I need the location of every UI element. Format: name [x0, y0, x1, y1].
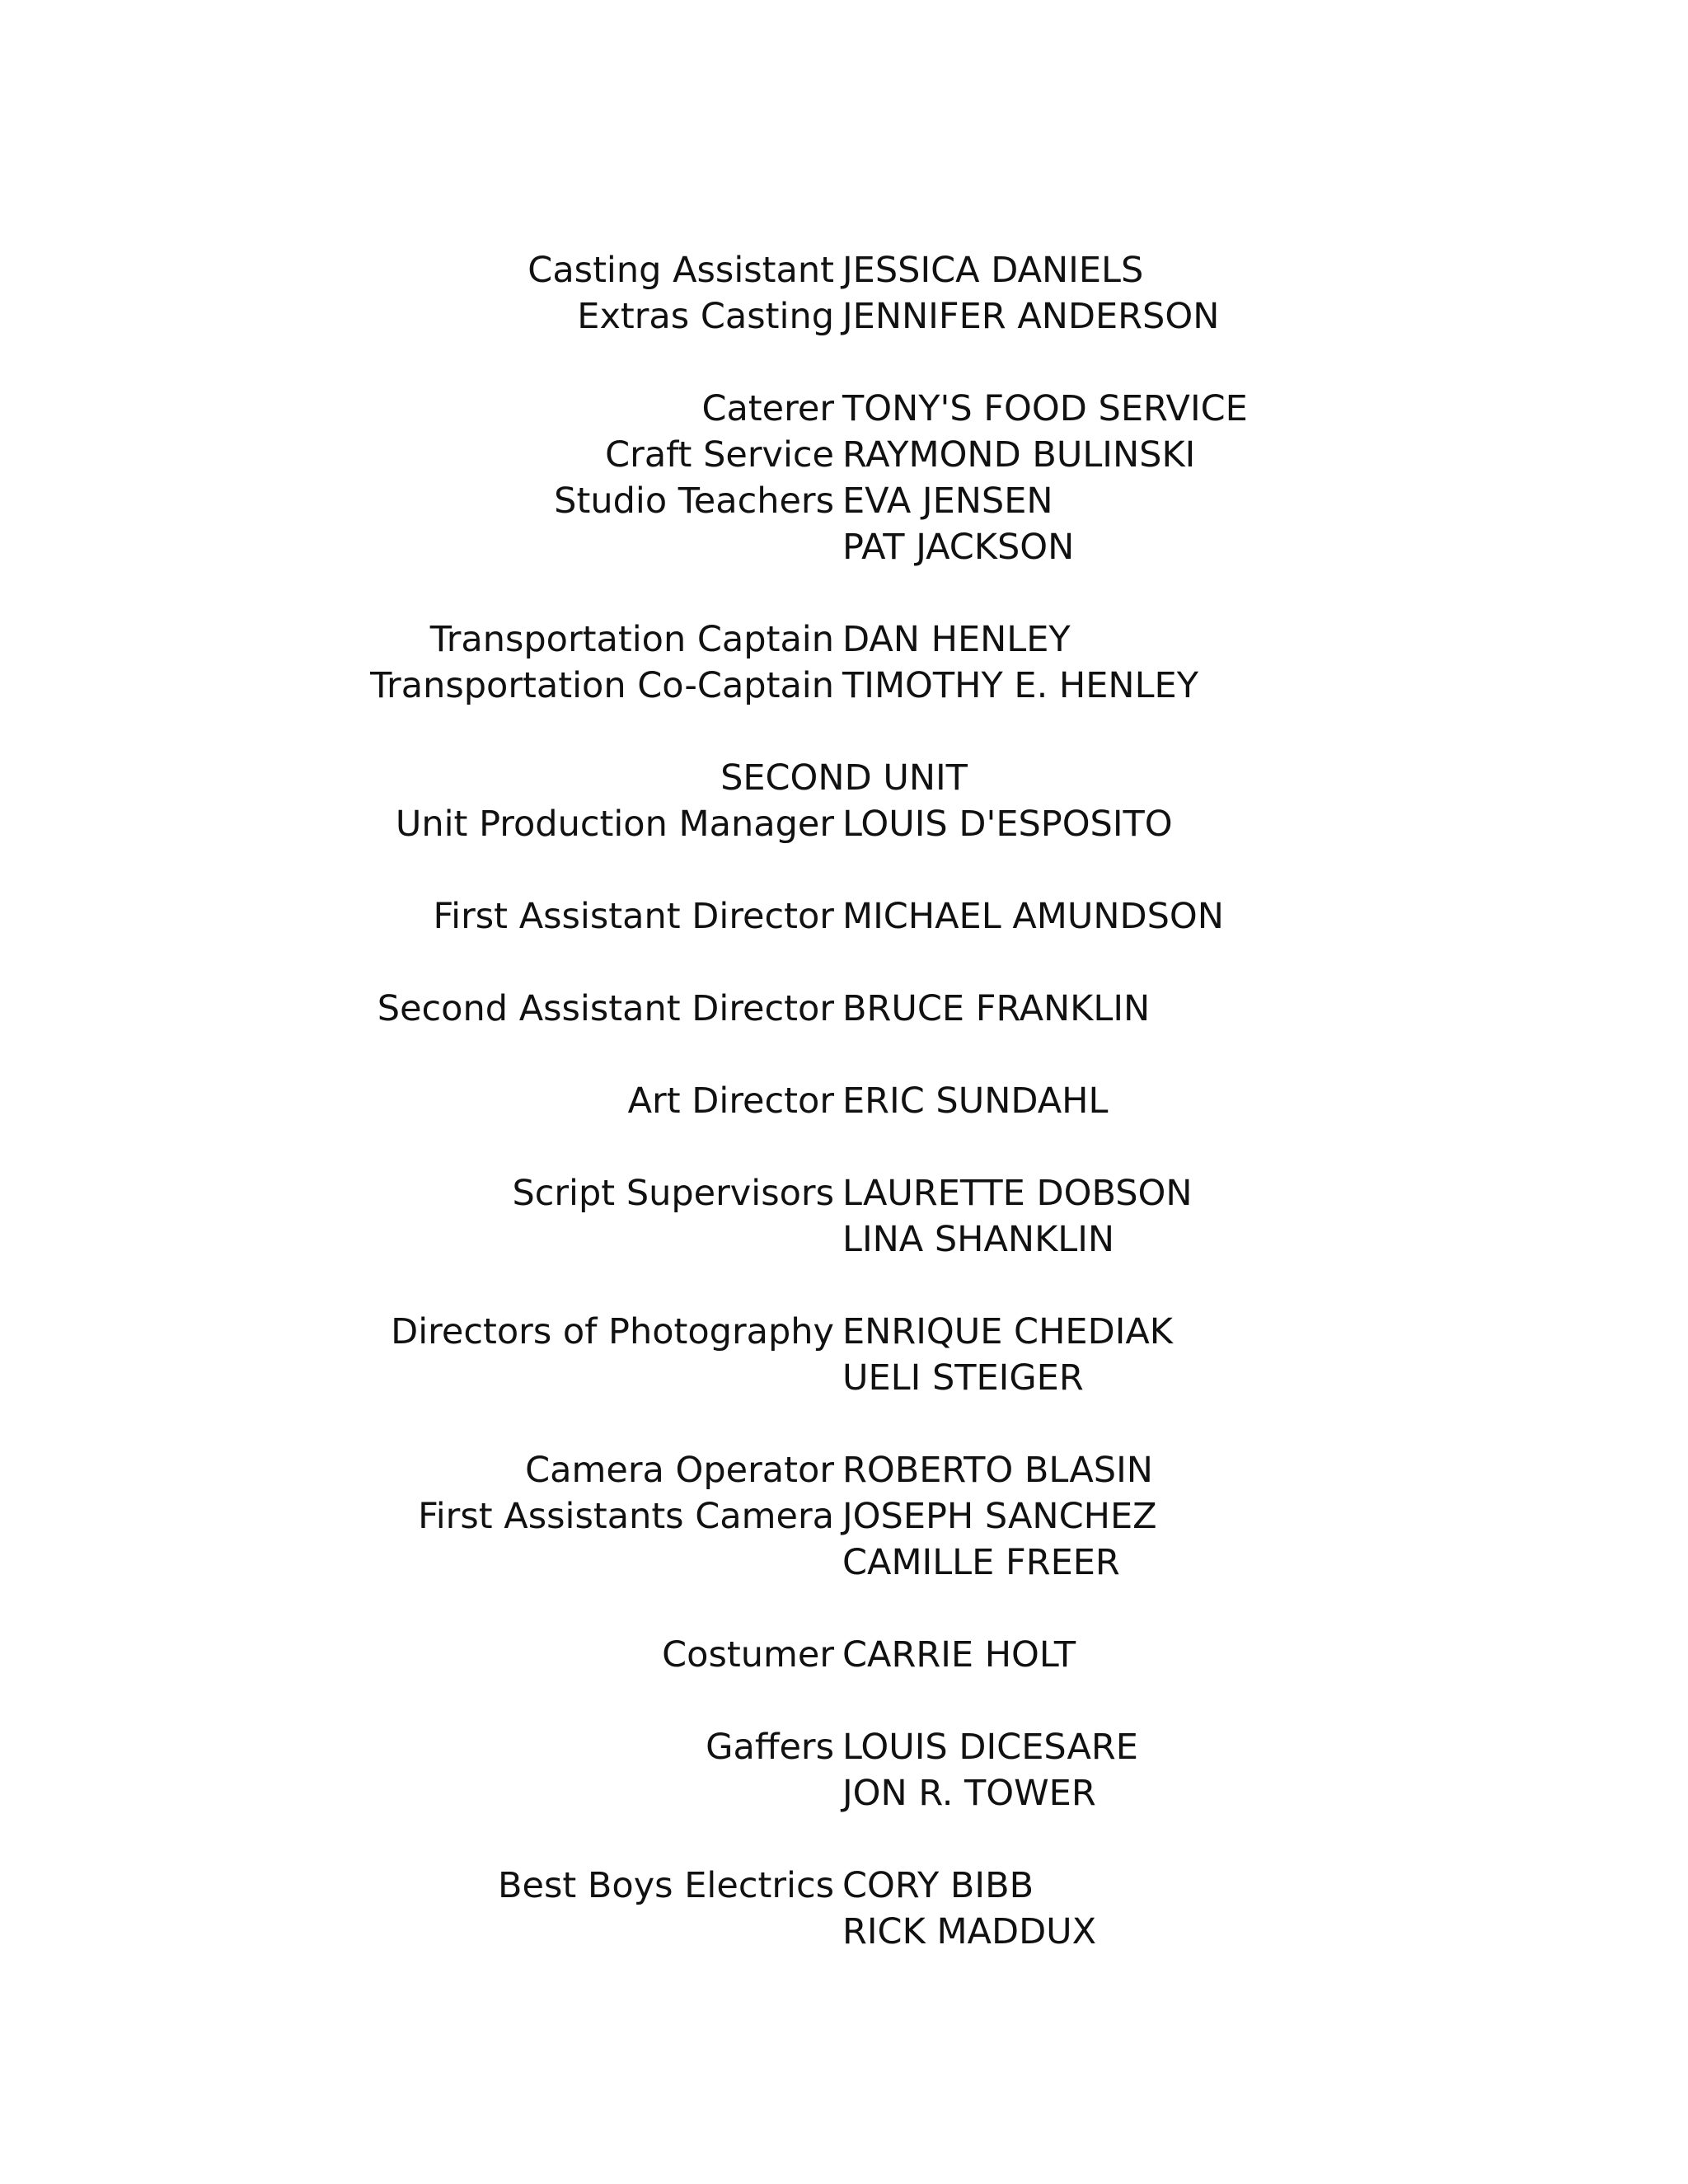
spacer — [0, 1816, 1688, 1863]
credit-row — [0, 386, 1688, 432]
credit-row — [0, 1909, 1688, 1955]
credit-name: RICK MADDUX — [842, 1911, 1097, 1952]
credit-name: MICHAEL AMUNDSON — [842, 896, 1224, 937]
spacer — [0, 1586, 1688, 1632]
credit-role: Transportation Captain — [429, 619, 834, 660]
credit-role: Unit Production Manager — [395, 804, 834, 845]
credit-row — [0, 478, 1688, 524]
credit-role: Craft Service — [605, 434, 834, 476]
spacer — [0, 1263, 1688, 1309]
credit-name: RAYMOND BULINSKI — [842, 434, 1196, 476]
credit-row — [0, 801, 1688, 847]
credit-role: First Assistant Director — [433, 896, 834, 937]
credit-name: CAMILLE FREER — [842, 1542, 1120, 1583]
credit-row — [0, 1540, 1688, 1586]
credit-role: Script Supervisors — [512, 1173, 834, 1214]
credit-role: Casting Assistant — [528, 250, 834, 291]
spacer — [0, 1032, 1688, 1078]
credit-row — [0, 1355, 1688, 1401]
credit-role: Studio Teachers — [554, 480, 834, 522]
credit-name: JENNIFER ANDERSON — [842, 296, 1220, 337]
credit-row — [0, 524, 1688, 570]
credit-row — [0, 1447, 1688, 1493]
credits-list — [0, 247, 1688, 1955]
credit-name: JOSEPH SANCHEZ — [842, 1496, 1157, 1537]
section-heading: SECOND UNIT — [720, 757, 968, 799]
credit-name: PAT JACKSON — [842, 527, 1075, 568]
credit-row — [0, 1770, 1688, 1816]
credit-row — [0, 1724, 1688, 1770]
credit-name: JESSICA DANIELS — [842, 250, 1144, 291]
credit-name: DAN HENLEY — [842, 619, 1071, 660]
credit-row — [0, 1170, 1688, 1216]
credit-name: TONY'S FOOD SERVICE — [842, 388, 1248, 429]
credit-role: Second Assistant Director — [377, 988, 834, 1029]
spacer — [0, 1401, 1688, 1447]
credit-name: LINA SHANKLIN — [842, 1219, 1115, 1260]
credit-name: CARRIE HOLT — [842, 1634, 1076, 1675]
credit-name: ENRIQUE CHEDIAK — [842, 1311, 1173, 1352]
section-heading-row — [0, 755, 1688, 801]
credit-name: ROBERTO BLASIN — [842, 1450, 1153, 1491]
credit-name: TIMOTHY E. HENLEY — [842, 665, 1198, 706]
spacer — [0, 570, 1688, 616]
spacer — [0, 1124, 1688, 1170]
credit-role: Camera Operator — [525, 1450, 834, 1491]
credit-row — [0, 432, 1688, 478]
credit-name: LOUIS DICESARE — [842, 1727, 1138, 1768]
credit-role: Art Director — [627, 1080, 834, 1122]
credit-row — [0, 1078, 1688, 1124]
credit-name: JON R. TOWER — [842, 1773, 1096, 1814]
credit-row — [0, 1309, 1688, 1355]
credit-name: LAURETTE DOBSON — [842, 1173, 1193, 1214]
credit-row — [0, 893, 1688, 940]
credit-role: Caterer — [701, 388, 834, 429]
credit-role: Transportation Co-Captain — [370, 665, 834, 706]
credit-row — [0, 247, 1688, 293]
credit-role: Directors of Photography — [391, 1311, 834, 1352]
credit-name: UELI STEIGER — [842, 1357, 1084, 1399]
spacer — [0, 1678, 1688, 1724]
credit-role: Best Boys Electrics — [498, 1865, 834, 1906]
spacer — [0, 340, 1688, 386]
credit-role: Extras Casting — [577, 296, 834, 337]
credit-role: Costumer — [662, 1634, 834, 1675]
credit-row — [0, 1863, 1688, 1909]
credit-row — [0, 1493, 1688, 1540]
credit-row — [0, 663, 1688, 709]
credit-role: Gaffers — [706, 1727, 834, 1768]
credit-name: EVA JENSEN — [842, 480, 1053, 522]
spacer — [0, 940, 1688, 986]
credit-name: BRUCE FRANKLIN — [842, 988, 1151, 1029]
spacer — [0, 709, 1688, 755]
spacer — [0, 847, 1688, 893]
credit-row — [0, 1632, 1688, 1678]
credit-role: First Assistants Camera — [418, 1496, 834, 1537]
credit-name: CORY BIBB — [842, 1865, 1034, 1906]
credit-row — [0, 616, 1688, 663]
credit-name: ERIC SUNDAHL — [842, 1080, 1109, 1122]
credit-row — [0, 986, 1688, 1032]
credit-name: LOUIS D'ESPOSITO — [842, 804, 1173, 845]
credit-row — [0, 1216, 1688, 1263]
credit-row — [0, 293, 1688, 340]
